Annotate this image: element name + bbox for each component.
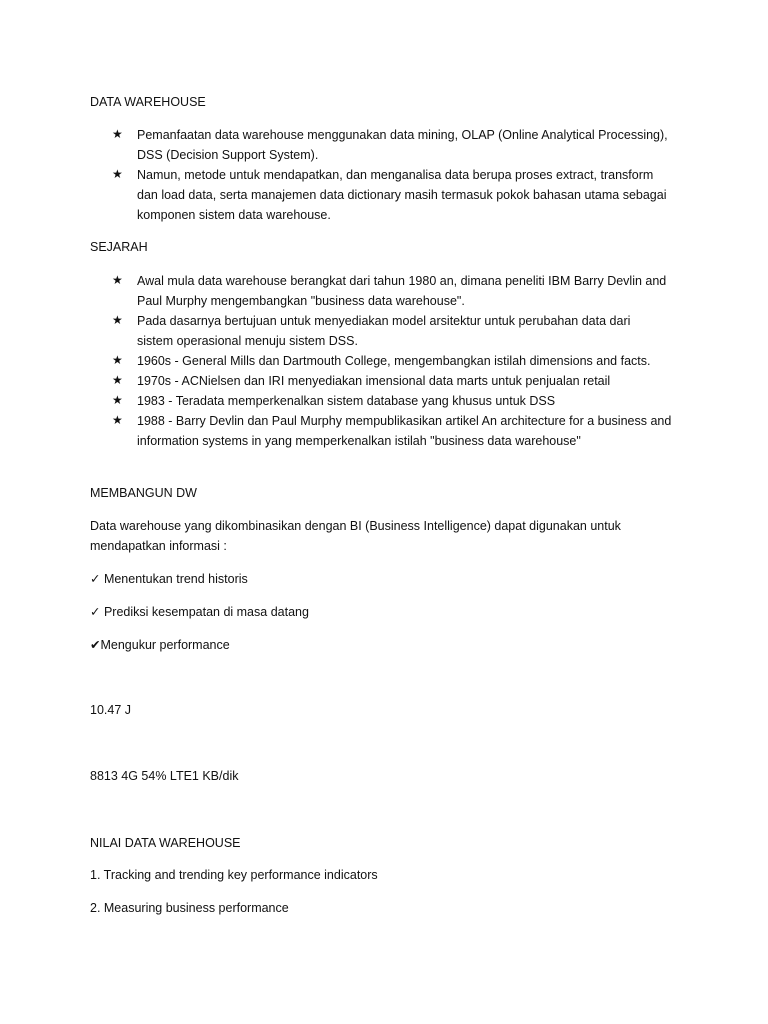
heading-nilai-data-warehouse: NILAI DATA WAREHOUSE — [90, 836, 241, 850]
star-bullet-icon: ★ — [112, 313, 123, 327]
star-bullet-icon: ★ — [112, 167, 123, 181]
star-bullet-icon: ★ — [112, 413, 123, 427]
sejarah-bullet-5: 1983 - Teradata memperkenalkan sistem database yang khusus untuk DSS — [137, 394, 556, 408]
sejarah-bullet-2: Pada dasarnya bertujuan untuk menyediakan model arsitektur untuk perubahan data dari sistem operasional menuju sistem DSS. — [137, 314, 631, 348]
check-item-3: ✔Mengukur performance — [90, 638, 230, 652]
sejarah-bullet-6: 1988 - Barry Devlin dan Paul Murphy mempublikasikan artikel An architecture for a business and information systems in yang memperkenalkan istilah "business data warehouse" — [137, 414, 672, 448]
check-item-2: ✓ Prediksi kesempatan di masa datang — [90, 605, 309, 619]
dw-bullet-1: Pemanfaatan data warehouse menggunakan data mining, OLAP (Online Analytical Processing), DSS (Decision Support System). — [137, 128, 668, 162]
membangun-intro: Data warehouse yang dikombinasikan dengan BI (Business Intelligence) dapat digunakan untuk mendapatkan informasi : — [90, 519, 621, 553]
dw-bullet-2: Namun, metode untuk mendapatkan, dan menganalisa data berupa proses extract, transform dan load data, serta manajemen data dictionary masih termasuk pokok bahasan utama sebagai komponen sistem data warehouse. — [137, 168, 667, 222]
stray-time-text: 10.47 J — [90, 703, 132, 717]
star-bullet-icon: ★ — [112, 373, 123, 387]
nilai-item-1: 1. Tracking and trending key performance indicators — [90, 868, 378, 882]
star-bullet-icon: ★ — [112, 353, 123, 367]
heading-membangun-dw: MEMBANGUN DW — [90, 486, 197, 500]
star-bullet-icon: ★ — [112, 393, 123, 407]
star-bullet-icon: ★ — [112, 127, 123, 141]
stray-status-text: 8813 4G 54% LTE1 KB/dik — [90, 769, 239, 783]
check-item-1: ✓ Menentukan trend historis — [90, 572, 248, 586]
heading-sejarah: SEJARAH — [90, 240, 148, 254]
sejarah-bullet-4: 1970s - ACNielsen dan IRI menyediakan imensional data marts untuk penjualan retail — [137, 374, 611, 388]
star-bullet-icon: ★ — [112, 273, 123, 287]
sejarah-bullet-1: Awal mula data warehouse berangkat dari tahun 1980 an, dimana peneliti IBM Barry Devlin and Paul Murphy mengembangkan "business data warehouse". — [137, 274, 667, 308]
heading-data-warehouse: DATA WAREHOUSE — [90, 95, 206, 109]
sejarah-bullet-3: 1960s - General Mills dan Dartmouth College, mengembangkan istilah dimensions and facts. — [137, 354, 651, 368]
nilai-item-2: 2. Measuring business performance — [90, 901, 289, 915]
